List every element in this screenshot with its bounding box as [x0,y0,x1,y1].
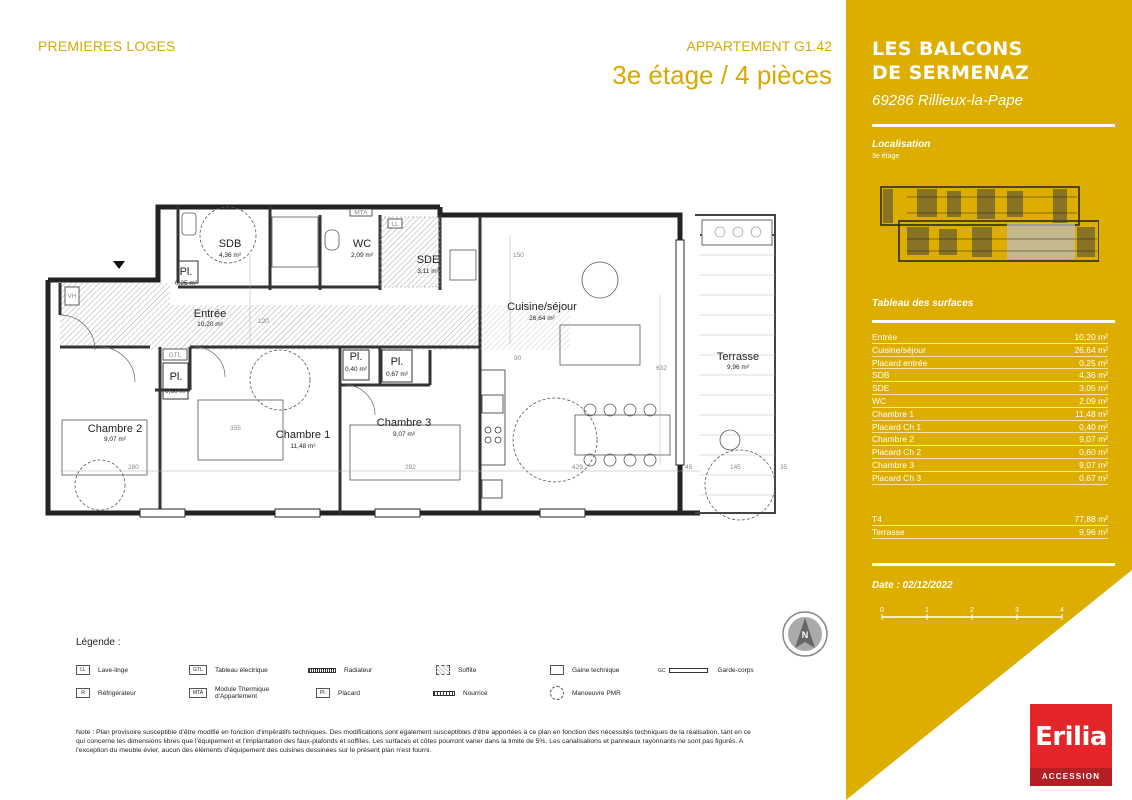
surfaces-heading: Tableau des surfaces [872,298,974,309]
legend-label: Tableau électrique [215,666,268,674]
surface-name: Placard Ch 1 [872,421,922,432]
terrace-planter [702,220,772,245]
terrace-table [720,430,740,450]
north-compass-icon [781,610,829,658]
entry-corridor [60,283,480,350]
label-sde: SDE [416,254,440,266]
surface-value: 4,36 m² [1079,370,1108,381]
label-pl-entree: Pl. [179,266,193,278]
area-pl-ch3: 0,67 m² [385,371,409,378]
legend-item-nourrice [433,690,488,697]
entrance-marker [113,261,125,269]
program-name: PREMIERES LOGES [38,38,176,54]
surface-row [872,344,1108,357]
dim-292: 292 [405,464,416,471]
legend-label: Radiateur [344,667,373,674]
cooktop [485,427,501,443]
gc-symbol: GC [658,667,666,674]
sofa [560,325,640,365]
logo-subtitle: ACCESSION [1030,768,1112,786]
legend-label: Manoeuvre PMR [572,689,621,697]
scale-tick-label: 0 [880,607,884,614]
ll-symbol: LL [76,665,90,675]
date-divider [872,563,1115,566]
area-wc: 2,09 m² [350,252,374,259]
wc-toilet [325,230,339,250]
technical-duct-icon [550,665,564,675]
label-pl-ch2: Pl. [169,371,183,383]
soffit-icon [436,665,450,675]
legend-item-gaine [550,665,619,675]
fridge-symbol: R [76,688,90,698]
surface-value: 11,48 m² [1075,408,1108,419]
area-chambre1: 11,48 m² [290,443,316,450]
surface-row [872,472,1108,485]
surface-row [872,446,1108,459]
label-chambre2: Chambre 2 [87,423,143,435]
dining-chairs [584,404,656,466]
surface-row [872,357,1108,370]
vh-tag: VH [67,293,77,300]
surface-row [872,459,1108,472]
placard-symbol: Pl. [316,688,330,698]
surface-row [872,408,1108,421]
dim-355: 355 [230,425,241,432]
compass-letter: N [801,630,809,640]
coffee-table [582,262,618,298]
fridge [482,480,502,498]
surface-row [872,395,1108,408]
surface-name: T4 [872,514,882,524]
surface-row [872,513,1108,526]
surfaces-divider [872,320,1115,323]
area-sde: 3,11 m² [417,268,439,275]
legend-item-radiateur [308,667,372,674]
legend-item-mta [189,686,285,700]
surface-value: 9,07 m² [1079,434,1108,445]
surface-value: 10,20 m² [1074,332,1108,342]
label-terrasse: Terrasse [716,351,760,363]
gtl-symbol: GTL [189,665,207,675]
surface-row [872,369,1108,382]
area-sdb: 4,36 m² [218,252,242,259]
plan-date: Date : 02/12/2022 [872,580,953,591]
sdb-sink [182,213,196,235]
legend-label: Soffite [458,666,477,674]
surface-name: Placard Ch 2 [872,447,922,458]
label-pl-ch3: Pl. [390,356,404,368]
legend-label: Gaine technique [572,666,620,674]
dim-90: 90 [514,355,522,362]
legend-label: Nourrice [463,690,488,697]
area-terrasse: 9,96 m² [726,364,750,371]
dim-145: 145 [730,464,741,471]
logo-name: Erilia [1035,722,1107,752]
gtl-tag: GTL [168,352,182,359]
dim-120: 120 [258,318,269,325]
area-pl-ch1: 0,40 m² [344,366,368,373]
surface-name: SDB [872,370,890,381]
residence-name-line2: DE SERMENAZ [872,62,1030,84]
railing-icon [668,668,710,674]
outer-walls [48,207,700,513]
residence-name [872,37,1029,85]
location-map [877,183,1099,265]
surface-name: Placard Ch 3 [872,472,922,483]
legend-label: Lave-linge [98,666,128,674]
location-floor: 3e étage [872,153,900,160]
residence-name-line1: LES BALCONS [872,38,1023,60]
mta-tag: MTA [354,209,368,217]
label-sdb: SDB [218,238,242,250]
sde-shower [450,250,476,280]
label-cuisine: Cuisine/séjour [507,301,577,313]
surface-name: Placard entrée [872,357,928,368]
legend-item-refrig [76,688,136,698]
legend-item-placard [316,688,360,698]
apartment-reference: APPARTEMENT G1.42 [686,38,832,54]
area-pl-entree: 0,25 m² [174,280,198,287]
erilia-logo [1030,704,1112,786]
surface-value: 0,67 m² [1079,472,1108,483]
surface-value: 0,60 m² [1079,447,1108,458]
scale-tick-label: 2 [970,607,974,614]
legend-label: Garde-corps [717,667,754,674]
floor-plan [40,195,820,540]
radiator-icon [308,668,336,673]
surface-row [872,421,1108,434]
surface-name: Chambre 1 [872,408,915,419]
ch1-pmr-circle [250,350,310,410]
surfaces-table [872,331,1108,485]
surface-row [872,433,1108,446]
bathtub [272,217,318,267]
area-chambre2: 9,07 m² [103,436,127,443]
surface-value: 0,40 m² [1079,421,1108,432]
scale-tick-label: 3 [1015,607,1019,614]
floor-and-rooms: 3e étage / 4 pièces [612,60,832,90]
pmr-circle-icon [550,686,564,700]
surface-value: 9,07 m² [1079,459,1108,470]
dim-150: 150 [513,252,524,259]
label-entree: Entrée [193,308,227,320]
mta-symbol: MTA [189,688,207,698]
surface-value: 3,05 m² [1079,383,1108,394]
area-chambre3: 9,07 m² [392,431,416,438]
legend-item-ll [76,665,128,675]
surface-name: SDE [872,383,890,394]
scale-tick-label: 4 [1060,607,1064,614]
surface-value: 26,64 m² [1074,344,1108,355]
kitchen-sink [482,395,503,413]
surface-row [872,382,1108,395]
surface-value: 2,09 m² [1079,395,1108,406]
area-entree: 10,20 m² [197,321,223,328]
legend-item-gc [658,667,754,674]
residence-city: 69286 Rillieux-la-Pape [872,92,1023,109]
legend-item-pmr [550,686,621,700]
location-heading: Localisation [872,139,931,150]
ll-tag: LL [391,221,399,228]
dim-280: 280 [128,464,139,471]
label-pl-ch1: Pl. [349,351,363,363]
surface-name: Terrasse [872,526,905,537]
surface-name: Chambre 3 [872,459,915,470]
surface-name: Entrée [872,332,898,342]
sidebar-divider [872,124,1115,127]
dim-429: 429 [572,464,583,471]
legal-note: Note : Plan provisoire susceptible d'être modifié en fonction d'impératifs techniques. Des modifications sont également susceptibles d'être apportées à ce plan en fonction des nécessités techniques de la réalisation, tant en ce qui concerne les dimensions libres que l'équipement et l'implantation des faux-plafonds et soffites. Les surfaces et côtes pourront varier dans la limite de 5%. Les canalisations et panneaux rayonnants ne sont pas figurés. A l'exception du meuble évier, aucun des éléments d'équipement des cuisines dessinées sur le présent plan n'est fourni. [76,729,751,754]
legend-item-gtl [189,665,268,675]
surfaces-totals [872,513,1108,539]
apartment-highlight [1007,223,1075,259]
scale-tick-label: 1 [925,607,929,614]
label-chambre3: Chambre 3 [376,417,432,429]
terrace-pmr-circle [705,450,775,520]
surface-value: 9,96 m² [1079,526,1108,537]
legend-label: Module Thermique d'Appartement [215,686,270,700]
dim-45: 45 [685,464,693,471]
surface-row [872,526,1108,539]
dim-632: 632 [656,365,667,372]
kitchen-counter [480,370,505,465]
dim-35: 35 [780,464,788,471]
surface-value: 0,25 m² [1079,357,1108,368]
label-wc: WC [352,238,372,250]
legend-label: Réfrigérateur [98,689,136,697]
surface-name: Chambre 2 [872,434,915,445]
ch2-pmr-circle [75,460,125,510]
legend-title: Légende : [76,637,121,648]
surface-name: WC [872,395,887,406]
dining-table [575,415,670,455]
surface-value: 77,88 m² [1074,514,1108,524]
area-cuisine: 26,64 m² [529,315,555,322]
area-pl-ch2: 0,60 m² [164,388,188,395]
manifold-icon [433,691,455,696]
surface-row [872,331,1108,344]
legend-label: Placard [338,689,361,697]
label-chambre1: Chambre 1 [275,429,331,441]
legend-item-soffite [436,665,476,675]
surface-name: Cuisine/séjour [872,344,926,355]
scale-bar [880,604,1070,624]
